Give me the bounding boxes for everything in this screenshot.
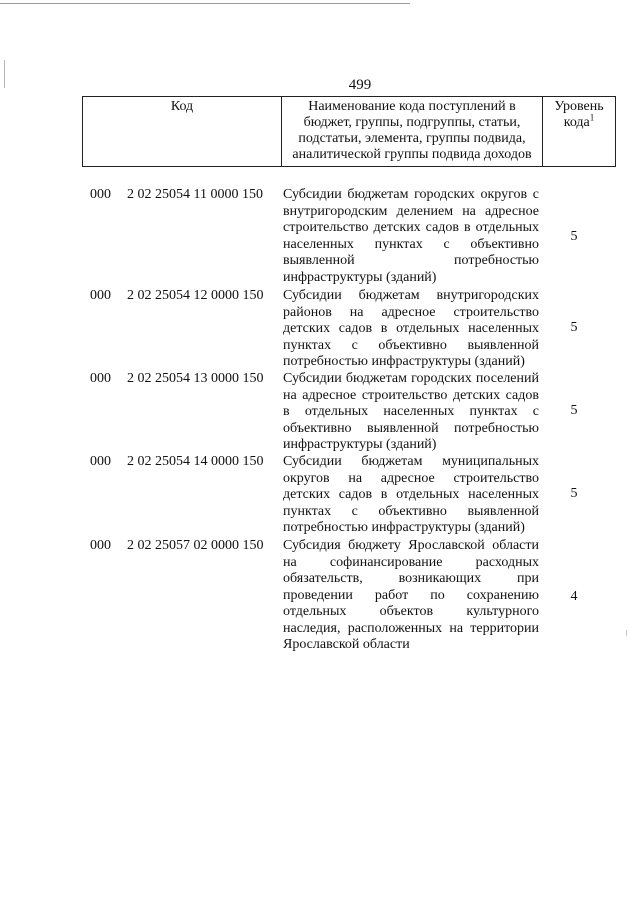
- row-name: Субсидии бюджетам городских округов с внутригородским делением на адресное строительство детских садов в отдельных населенных пунктах с объективно выявленной потребностью инфраструктуры (зданий): [283, 187, 539, 285]
- row-level: 5: [570, 320, 578, 335]
- row-name: Субсидии бюджетам муниципальных округов на адресное строительство детских садов в отдельных населенных пунктах с объективно выявленной потребностью инфраструктуры (зданий): [283, 454, 539, 535]
- row-prefix: 000: [90, 454, 111, 469]
- header-code: [83, 97, 282, 167]
- row-code: 2 02 25054 12 0000 150: [127, 288, 264, 303]
- top-scan-rule: [0, 3, 410, 4]
- row-prefix: 000: [90, 538, 111, 553]
- row-code: 2 02 25054 14 0000 150: [127, 454, 264, 469]
- left-scan-mark: [4, 60, 5, 88]
- row-code: 2 02 25054 13 0000 150: [127, 371, 264, 386]
- row-level: 5: [570, 486, 578, 501]
- row-code: 2 02 25054 11 0000 150: [127, 187, 263, 202]
- header-level-label: Уровень кода: [554, 99, 604, 130]
- row-prefix: 000: [90, 371, 111, 386]
- header-name: [282, 97, 543, 167]
- row-level: 5: [570, 403, 578, 418]
- row-level: 4: [570, 589, 578, 604]
- table-header: [82, 96, 616, 167]
- header-code-label: Код: [170, 99, 194, 114]
- row-code: 2 02 25057 02 0000 150: [127, 538, 264, 553]
- header-level: [543, 97, 616, 167]
- row-prefix: 000: [90, 288, 111, 303]
- row-prefix: 000: [90, 187, 111, 202]
- level-footnote-marker: 1: [589, 112, 595, 123]
- row-name: Субсидия бюджету Ярославской области на софинансирование расходных обязательств, возникающих при проведении работ по сохранению отдельных объектов культурного наследия, расположенных на территории Ярославской области: [283, 538, 539, 652]
- row-name: Субсидии бюджетам городских поселений на адресное строительство детских садов в отдельных населенных пунктах с объективно выявленной потребностью инфраструктуры (зданий): [283, 371, 539, 452]
- row-name: Субсидии бюджетам внутригородских районов на адресное строительство детских садов в отдельных населенных пунктах с объективно выявленной потребностью инфраструктуры (зданий): [283, 288, 539, 369]
- right-scan-mark: [626, 630, 627, 636]
- header-name-label: Наименование кода поступлений в бюджет, группы, подгруппы, статьи, подстатьи, элемента, группы подвида, аналитической группы подвида доходов: [292, 99, 532, 162]
- row-level: 5: [570, 229, 578, 244]
- page-number: 499: [348, 77, 372, 93]
